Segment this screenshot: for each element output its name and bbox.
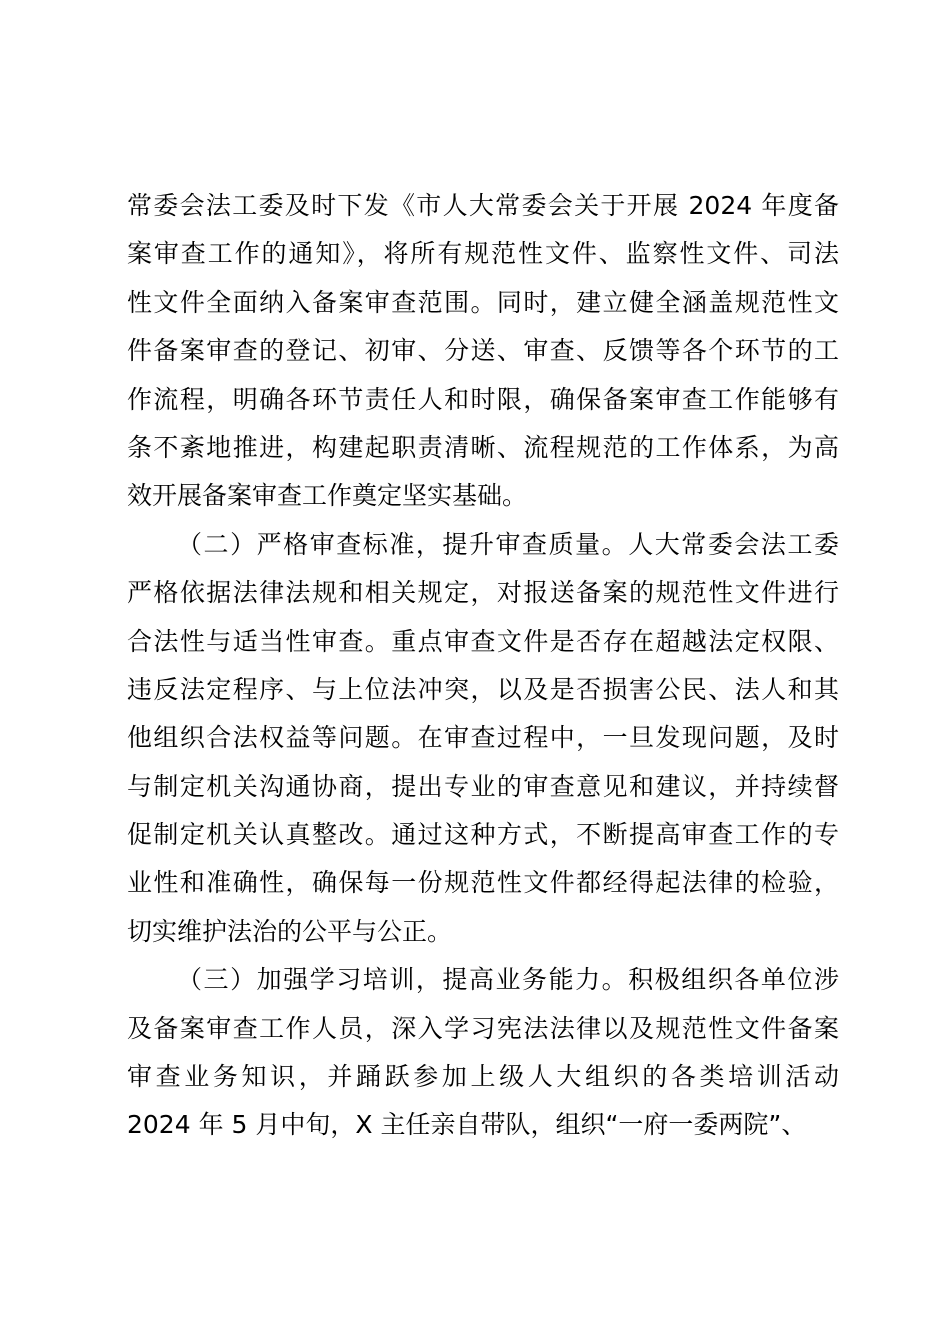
section-heading-line: （二）严格审查标准，提升审查质量。人大常委会法工委 xyxy=(177,529,839,559)
text-line: 条不紊地推进，构建起职责清晰、流程规范的工作体系，为高 xyxy=(127,432,839,462)
text-line: 违反法定程序、与上位法冲突，以及是否损害公民、法人和其 xyxy=(127,674,839,704)
text-line: 合法性与适当性审查。重点审查文件是否存在超越法定权限、 xyxy=(127,626,839,656)
text-line: 及备案审查工作人员，深入学习宪法法律以及规范性文件备案 xyxy=(127,1013,839,1043)
text-line: 作流程，明确各环节责任人和时限，确保备案审查工作能够有 xyxy=(127,384,839,414)
text-line: 业性和准确性，确保每一份规范性文件都经得起法律的检验， xyxy=(127,868,839,898)
text-line: 效开展备案审查工作奠定坚实基础。 xyxy=(127,481,528,511)
text-line: 案审查工作的通知》，将所有规范性文件、监察性文件、司法 xyxy=(127,239,839,269)
text-line: 切实维护法治的公平与公正。 xyxy=(127,916,453,946)
text-line: 性文件全面纳入备案审查范围。同时，建立健全涵盖规范性文 xyxy=(127,287,839,317)
text-line: 他组织合法权益等问题。在审查过程中，一旦发现问题，及时 xyxy=(127,723,839,753)
text-line: 2024 年 5 月中旬，X 主任亲自带队，组织“一府一委两院”、 xyxy=(127,1110,807,1140)
text-line: 常委会法工委及时下发《市人大常委会关于开展 2024 年度备 xyxy=(127,191,839,220)
text-line: 与制定机关沟通协商，提出专业的审查意见和建议，并持续督 xyxy=(127,771,839,801)
text-line: 审查业务知识，并踊跃参加上级人大组织的各类培训活动 xyxy=(127,1062,839,1092)
body-text xyxy=(127,182,839,1150)
text-line: 严格依据法律法规和相关规定，对报送备案的规范性文件进行 xyxy=(127,578,839,608)
text-line: 件备案审查的登记、初审、分送、审查、反馈等各个环节的工 xyxy=(127,336,839,366)
text-line: 促制定机关认真整改。通过这种方式，不断提高审查工作的专 xyxy=(127,820,839,850)
section-heading-line: （三）加强学习培训，提高业务能力。积极组织各单位涉 xyxy=(177,965,839,995)
